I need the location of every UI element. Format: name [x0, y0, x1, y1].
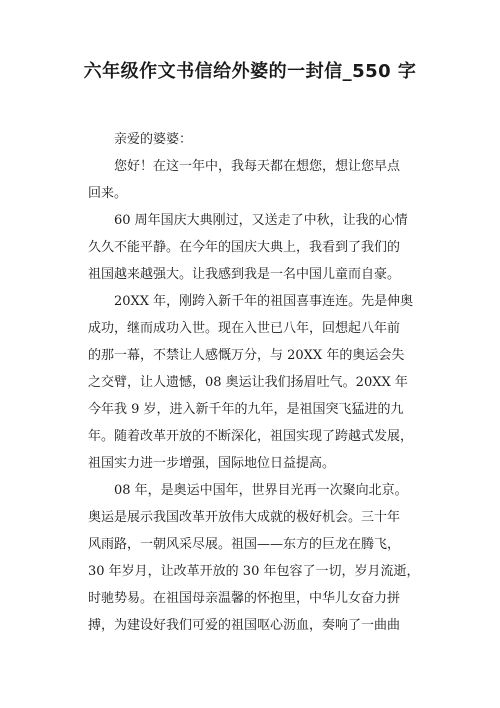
- text-line: 祖国实力进一步增强，国际地位日益提高。: [88, 456, 336, 471]
- text-line: 年。随着改革开放的不断深化，祖国实现了跨越式发展，: [88, 429, 414, 444]
- text-line: 回来。: [88, 186, 128, 201]
- text-line: 30 年岁月，让改革开放的 30 年包容了一切，岁月流逝，: [88, 564, 420, 579]
- text-line: 20XX 年，刚跨入新千年的祖国喜事连连。先是伸奥: [114, 294, 414, 309]
- text-line: 成功，继而成功入世。现在入世已八年，回想起八年前: [88, 321, 401, 336]
- text-line: 的那一幕，不禁让人感慨万分，与 20XX 年的奥运会失: [88, 348, 405, 363]
- text-line: 搏，为建设好我们可爱的祖国呕心沥血，奏响了一曲曲: [88, 618, 401, 633]
- text-line: 之交臂，让人遗憾，08 奥运让我们扬眉吐气。20XX 年: [88, 375, 408, 390]
- text-line: 亲爱的婆婆：: [114, 132, 193, 147]
- document-title: 六年级作文书信给外婆的一封信_550 字: [83, 61, 417, 82]
- text-line: 今年我 9 岁，进入新千年的九年，是祖国突飞猛进的九: [88, 402, 404, 417]
- text-line: 您好！在这一年中，我每天都在想您，想让您早点: [114, 159, 401, 174]
- text-line: 风雨路，一朝风采尽展。祖国——东方的巨龙在腾飞，: [88, 537, 401, 552]
- letter-body: [88, 126, 418, 639]
- text-line: 奥运是展示我国改革开放伟大成就的极好机会。三十年: [88, 510, 401, 525]
- text-line: 祖国越来越强大。让我感到我是一名中国儿童而自豪。: [88, 267, 401, 282]
- text-line: 时驰势易。在祖国母亲温馨的怀抱里，中华儿女奋力拼: [88, 591, 401, 606]
- text-line: 久久不能平静。在今年的国庆大典上，我看到了我们的: [88, 240, 401, 255]
- text-line: 08 年，是奥运中国年，世界目光再一次聚向北京。: [114, 483, 408, 498]
- text-line: 60 周年国庆大典刚过，又送走了中秋，让我的心情: [114, 213, 408, 228]
